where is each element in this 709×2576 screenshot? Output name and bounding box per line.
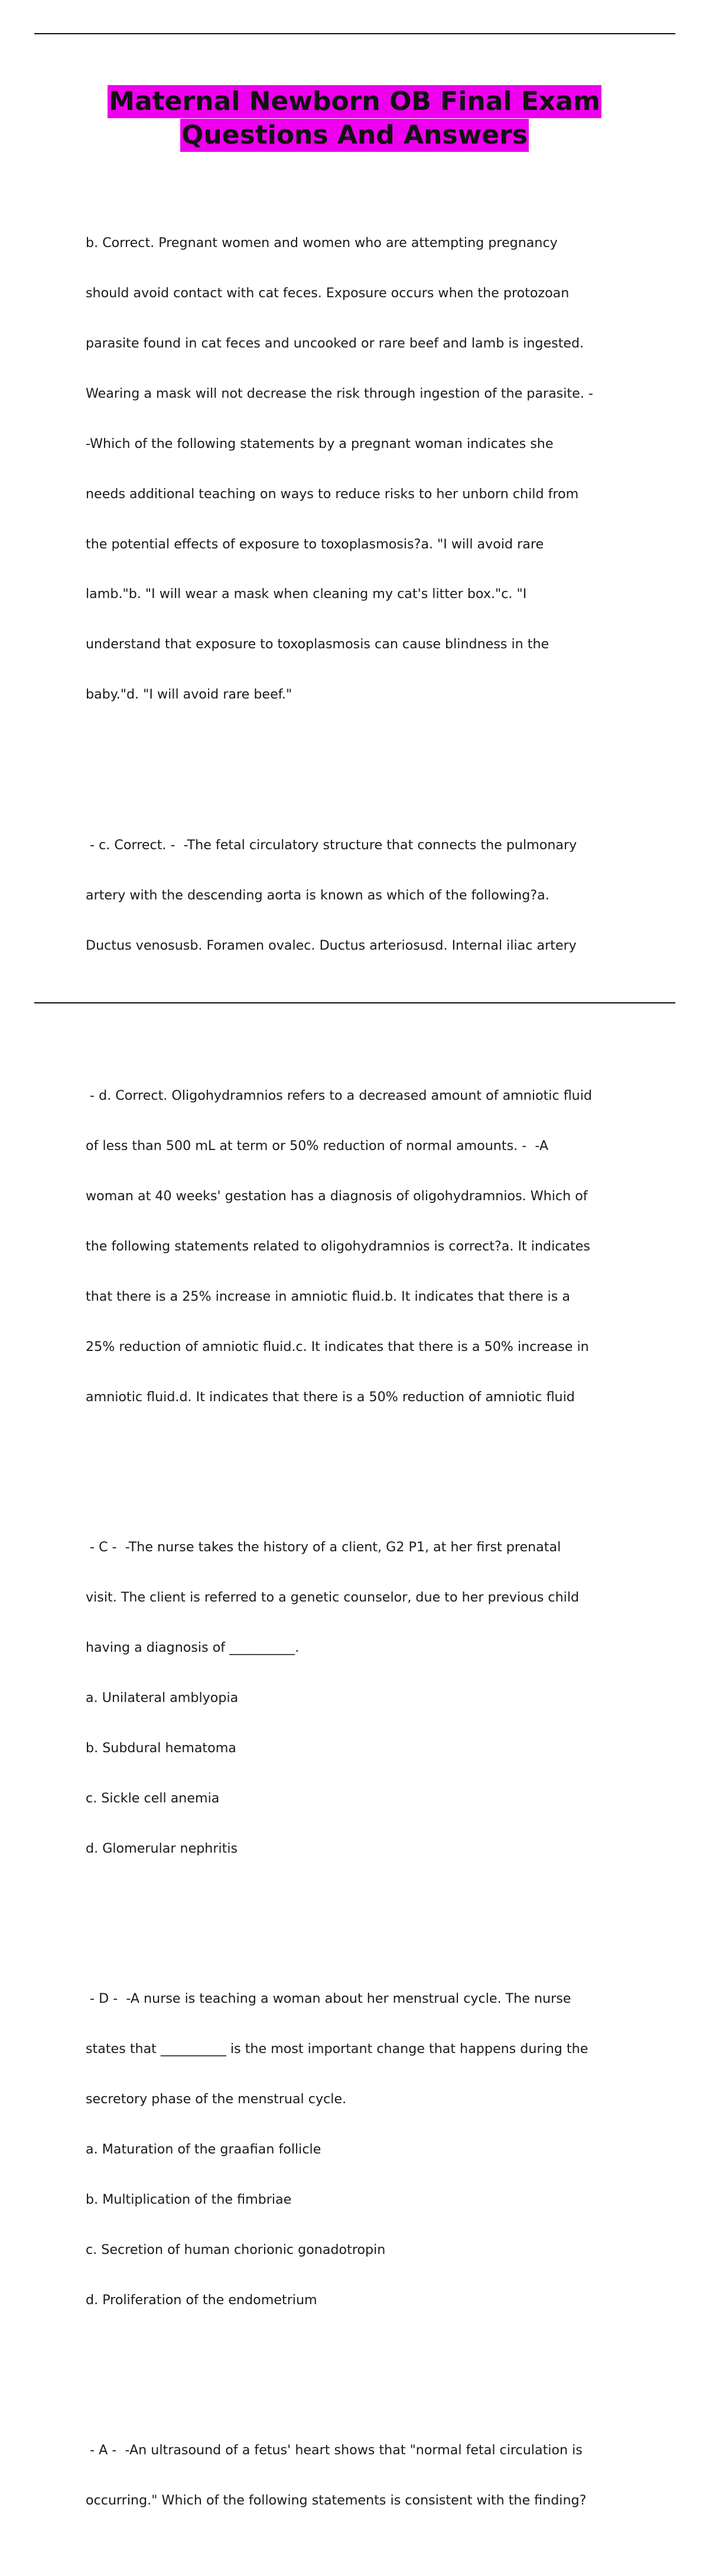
text-line: secretory phase of the menstrual cycle.: [86, 2091, 347, 2107]
title-line-1: Maternal Newborn OB Final Exam: [108, 85, 601, 118]
title-line-2: Questions And Answers: [180, 119, 529, 152]
answer-option: a. Unilateral amblyopia: [86, 1690, 239, 1706]
text-line: amniotic fluid.d. It indicates that there is a 50% reduction of amniotic fluid: [86, 1389, 575, 1405]
answer-option: b. Multiplication of the fimbriae: [86, 2191, 292, 2207]
text-line: woman at 40 weeks' gestation has a diagnosis of oligohydramnios. Which of: [86, 1188, 588, 1204]
qa-block-5: [86, 1957, 647, 2342]
text-line: visit. The client is referred to a genetic counselor, due to her previous child: [86, 1590, 580, 1606]
document-body: [86, 168, 647, 2576]
text-line: occurring." Which of the following statements is consistent with the finding?: [86, 2493, 587, 2509]
text-line: having a diagnosis of __________.: [86, 1640, 300, 1656]
text-line: that there is a 25% increase in amniotic fluid.b. It indicates that there is a: [86, 1288, 570, 1304]
text-line: parasite found in cat feces and uncooked or rare beef and lamb is ingested.: [86, 335, 584, 351]
text-line: the potential effects of exposure to toxoplasmosis?a. "I will avoid rare: [86, 536, 544, 552]
text-line: baby."d. "I will avoid rare beef.": [86, 687, 292, 703]
top-rule: [34, 33, 675, 34]
text-line: Ductus venosusb. Foramen ovalec. Ductus arteriosusd. Internal iliac artery: [86, 937, 577, 953]
text-line: -Which of the following statements by a pregnant woman indicates she: [86, 436, 554, 451]
text-line: - D - -A nurse is teaching a woman about her menstrual cycle. The nurse: [86, 1991, 571, 2007]
text-line: - C - -The nurse takes the history of a client, G2 P1, at her first prenatal: [86, 1539, 561, 1555]
text-line: needs additional teaching on ways to reduce risks to her unborn child from: [86, 486, 579, 502]
answer-option: c. Secretion of human chorionic gonadotropin: [86, 2242, 386, 2257]
text-line: lamb."b. "I will wear a mask when cleaning my cat's litter box."c. "I: [86, 586, 527, 602]
qa-block-4: [86, 1506, 647, 1890]
document-title: [0, 85, 709, 152]
answer-option: d. Proliferation of the endometrium: [86, 2292, 317, 2308]
answer-option: b. Subdural hematoma: [86, 1740, 236, 1756]
text-line: - d. Correct. Oligohydramnios refers to a decreased amount of amniotic fluid: [86, 1088, 592, 1104]
text-line: - c. Correct. - -The fetal circulatory structure that connects the pulmonary: [86, 837, 577, 853]
text-line: should avoid contact with cat feces. Exposure occurs when the protozoan: [86, 285, 570, 301]
text-line: 25% reduction of amniotic fluid.c. It indicates that there is a 50% increase in: [86, 1339, 589, 1354]
qa-block-1: [86, 202, 647, 737]
text-line: the following statements related to oligohydramnios is correct?a. It indicates: [86, 1239, 590, 1254]
text-line: of less than 500 mL at term or 50% reduction of normal amounts. - -A: [86, 1138, 549, 1154]
qa-block-3: [86, 1054, 647, 1439]
qa-block-2: [86, 803, 647, 987]
answer-option: a. Maturation of the graafian follicle: [86, 2142, 321, 2158]
text-line: Wearing a mask will not decrease the risk through ingestion of the parasite. -: [86, 385, 593, 401]
answer-option: c. Sickle cell anemia: [86, 1790, 220, 1806]
text-line: artery with the descending aorta is known as which of the following?a.: [86, 887, 549, 903]
text-line: b. Correct. Pregnant women and women who are attempting pregnancy: [86, 235, 558, 251]
text-line: understand that exposure to toxoplasmosis can cause blindness in the: [86, 636, 549, 652]
bottom-rule: [34, 1002, 675, 1003]
text-line: - A - -An ultrasound of a fetus' heart shows that "normal fetal circulation is: [86, 2442, 583, 2458]
answer-option: d. Glomerular nephritis: [86, 1840, 238, 1856]
qa-block-6: [86, 2409, 647, 2542]
text-line: states that __________ is the most important change that happens during the: [86, 2041, 588, 2057]
